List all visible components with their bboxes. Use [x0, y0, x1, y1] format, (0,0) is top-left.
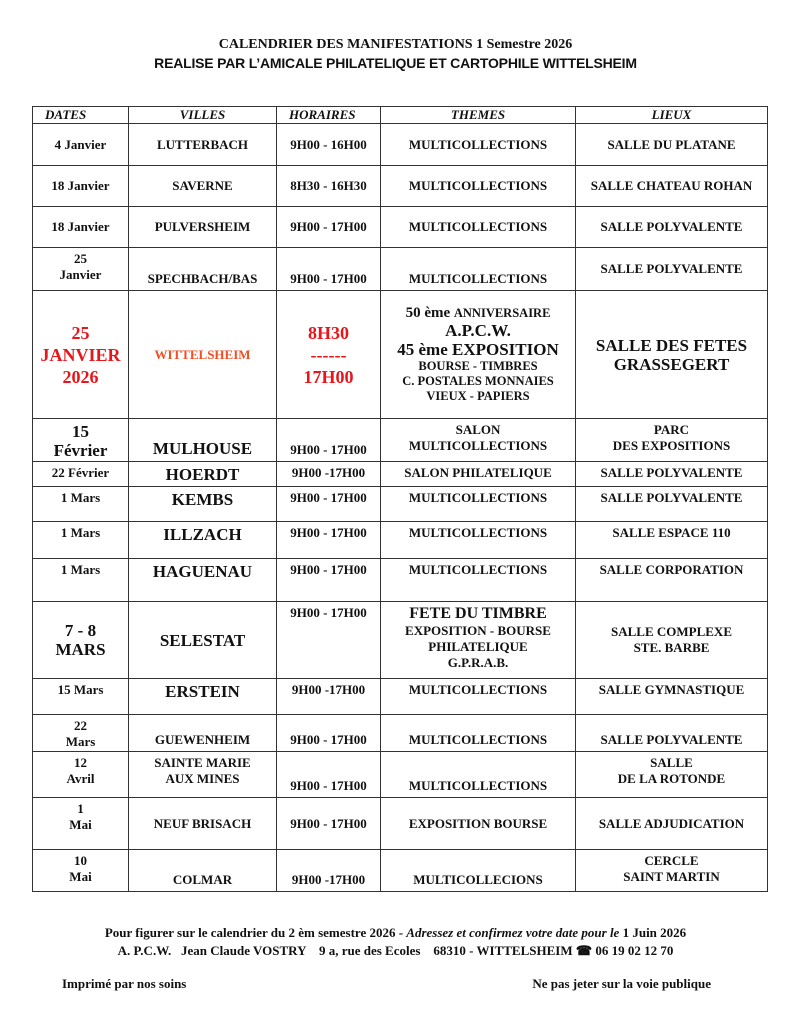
venue-cell: [576, 798, 768, 850]
date-cell-line: 1 Mars: [60, 562, 101, 577]
theme-cell-line: G.P.R.A.B.: [447, 655, 509, 670]
theme-cell-line: SALON PHILATELIQUE: [404, 465, 552, 480]
city-cell: [129, 419, 277, 462]
date-cell-line: Février: [53, 441, 108, 460]
hours-cell-line: 8H30 - 16H30: [290, 178, 367, 193]
hours-cell-line: 9H00 - 17H00: [290, 219, 367, 234]
venue-cell-line: DES EXPOSITIONS: [612, 438, 731, 453]
footer-address: A. P.C.W. Jean Claude VOSTRY 9 a, rue des Ecoles 68310 - WITTELSHEIM: [117, 943, 573, 958]
table-row: [33, 462, 768, 487]
city-cell: [129, 679, 277, 715]
theme-cell: [381, 248, 576, 291]
venue-cell-line: SALLE POLYVALENTE: [600, 465, 743, 480]
city-cell-line: LUTTERBACH: [156, 136, 249, 152]
date-cell-line: 1 Mars: [60, 525, 101, 540]
venue-cell-line: SALLE COMPLEXE: [611, 624, 732, 639]
hours-cell-line: 9H00 - 17H00: [290, 605, 367, 620]
theme-line: VIEUX - PAPIERS: [426, 389, 530, 403]
theme-cell-line: MULTICOLLECTIONS: [408, 525, 548, 540]
hours-cell: [277, 752, 381, 798]
theme-cell-line: MULTICOLLECTIONS: [408, 271, 548, 286]
city-cell-line: WITTELSHEIM: [154, 346, 251, 362]
hours-cell: [277, 679, 381, 715]
document-title: CALENDRIER DES MANIFESTATIONS 1 Semestre 2026: [218, 37, 573, 52]
city-cell: [129, 715, 277, 752]
date-cell: [33, 419, 129, 462]
theme-cell-line: MULTICOLLECTIONS: [408, 219, 548, 234]
city-cell: [129, 207, 277, 248]
date-cell-line: 15: [72, 422, 89, 441]
city-cell-line: NEUF BRISACH: [153, 815, 252, 831]
city-cell: [129, 798, 277, 850]
venue-cell-line: SALLE ADJUDICATION: [598, 815, 745, 831]
table-row: [33, 602, 768, 679]
date-cell: [33, 522, 129, 559]
city-cell-line: COLMAR: [172, 872, 233, 887]
date-cell: [33, 602, 129, 679]
date-cell-line: MARS: [55, 640, 106, 659]
city-cell: [129, 124, 277, 166]
theme-cell: [381, 798, 576, 850]
date-cell-line: 25: [74, 251, 87, 266]
hours-cell-line: 9H00 - 17H00: [290, 442, 367, 457]
hours-cell: [277, 207, 381, 248]
city-cell-line: GUEWENHEIM: [154, 732, 251, 747]
venue-cell-line: SALLE: [650, 755, 693, 770]
table-row: [33, 522, 768, 559]
theme-line: 45 ème EXPOSITION: [397, 340, 559, 359]
column-header-dates: DATES: [33, 107, 129, 124]
hours-cell-line: 9H00 - 17H00: [290, 732, 367, 747]
hours-cell: [277, 522, 381, 559]
city-cell-line: SPECHBACH/BAS: [147, 271, 258, 286]
city-cell-line: SAVERNE: [172, 178, 233, 193]
theme-cell-line: MULTICOLLECTIONS: [408, 778, 548, 793]
date-cell: [33, 679, 129, 715]
theme-cell-line: MULTICOLLECTIONS: [408, 490, 548, 505]
footer-deadline: 1 Juin 2026: [619, 925, 687, 940]
city-cell: [129, 602, 277, 679]
date-cell: [33, 559, 129, 602]
venue-cell-line: PARC: [653, 422, 690, 437]
date-cell-line: 2026: [62, 366, 99, 387]
theme-cell: [381, 679, 576, 715]
table-row: [33, 124, 768, 166]
theme-cell-line: MULTICOLLECTIONS: [408, 136, 548, 152]
date-cell: [33, 752, 129, 798]
date-cell-line: 18 Janvier: [51, 219, 110, 234]
city-cell: [129, 487, 277, 522]
hours-cell: [277, 124, 381, 166]
table-row: [33, 715, 768, 752]
theme-cell: [381, 715, 576, 752]
hours-cell: [277, 559, 381, 602]
city-cell: [129, 166, 277, 207]
date-cell-line: Janvier: [59, 267, 102, 282]
date-cell-line: 25: [71, 322, 90, 343]
venue-cell: [576, 462, 768, 487]
theme-cell: [381, 602, 576, 679]
theme-cell-line: MULTICOLLECTIONS: [408, 682, 548, 697]
hours-cell-line: 9H00 - 17H00: [290, 525, 367, 540]
theme-cell: [381, 487, 576, 522]
table-row: [33, 850, 768, 892]
city-cell-line: ERSTEIN: [165, 682, 240, 701]
venue-cell-line: SAINT MARTIN: [623, 869, 720, 884]
theme-cell: [381, 752, 576, 798]
venue-cell-line: SALLE POLYVALENTE: [600, 219, 743, 234]
table-row: [33, 207, 768, 248]
hours-cell: [277, 798, 381, 850]
hours-cell: [277, 166, 381, 207]
hours-cell: [277, 462, 381, 487]
hours-cell-line: ------: [310, 344, 347, 365]
theme-line: C. POSTALES MONNAIES: [402, 374, 554, 388]
venue-cell: [576, 166, 768, 207]
date-cell-line: Avril: [66, 771, 95, 786]
hours-cell-line: 9H00 - 17H00: [290, 562, 367, 577]
hours-cell: [277, 487, 381, 522]
theme-line-part: 50 ème: [405, 305, 451, 321]
venue-cell: [576, 679, 768, 715]
table-row: [33, 798, 768, 850]
hours-cell: [277, 248, 381, 291]
theme-cell: [381, 291, 576, 419]
city-cell-line: PULVERSHEIM: [154, 219, 251, 234]
hours-cell-line: 9H00 - 17H00: [290, 271, 367, 286]
venue-cell-line: CERCLE: [644, 853, 699, 868]
city-cell-line: KEMBS: [171, 490, 234, 509]
theme-cell-line: EXPOSITION BOURSE: [408, 815, 548, 831]
theme-cell: [381, 166, 576, 207]
theme-line: BOURSE - TIMBRES: [418, 359, 538, 373]
date-cell: [33, 248, 129, 291]
table-row: [33, 487, 768, 522]
column-header-lieux: LIEUX: [576, 107, 768, 124]
theme-cell: [381, 850, 576, 892]
hours-cell-line: 8H30: [307, 322, 349, 343]
venue-cell: [576, 850, 768, 892]
date-cell: [33, 715, 129, 752]
theme-cell-line: MULTICOLLECTIONS: [408, 562, 548, 577]
venue-cell: [576, 715, 768, 752]
theme-line: A.P.C.W.: [445, 321, 511, 340]
theme-cell-line: EXPOSITION - BOURSE: [405, 623, 551, 638]
theme-cell: [381, 419, 576, 462]
hours-cell-line: 9H00 - 17H00: [290, 815, 367, 831]
venue-cell-line: SALLE POLYVALENTE: [600, 732, 743, 747]
hours-cell-line: 9H00 -17H00: [291, 872, 366, 887]
date-cell: [33, 462, 129, 487]
city-cell-line: SELESTAT: [159, 630, 246, 650]
footer-contact: [0, 943, 791, 959]
hours-cell: [277, 419, 381, 462]
footer-phone: 06 19 02 12 70: [595, 943, 674, 958]
theme-cell-line: SALON: [455, 422, 501, 437]
date-cell: [33, 291, 129, 419]
telephone-icon: ☎: [575, 943, 593, 958]
date-cell: [33, 124, 129, 166]
venue-cell: [576, 752, 768, 798]
date-cell-line: 1 Mars: [60, 490, 101, 505]
theme-cell: [381, 124, 576, 166]
venue-cell-line: SALLE CHATEAU ROHAN: [590, 178, 753, 193]
date-cell-line: 18 Janvier: [51, 178, 110, 193]
venue-cell-line: SALLE GYMNASTIQUE: [598, 682, 745, 697]
hours-cell-line: 9H00 - 17H00: [290, 490, 367, 505]
table-row: [33, 291, 768, 419]
city-cell-line: HOERDT: [165, 465, 240, 484]
date-cell-line: 4 Janvier: [54, 136, 107, 152]
venue-cell: [576, 487, 768, 522]
city-cell: [129, 462, 277, 487]
theme-cell-line: MULTICOLLECIONS: [413, 872, 543, 887]
date-cell-line: JANVIER: [40, 344, 121, 365]
date-cell: [33, 207, 129, 248]
events-table: [32, 106, 768, 892]
theme-cell-line: MULTICOLLECTIONS: [408, 732, 548, 747]
venue-cell-line: SALLE ESPACE 110: [612, 525, 731, 540]
footer-notice-italic: Adressez et confirmez votre date pour le: [406, 925, 620, 940]
city-cell: [129, 559, 277, 602]
city-cell-line: AUX MINES: [165, 771, 240, 786]
city-cell: [129, 850, 277, 892]
date-cell-line: Mai: [69, 869, 92, 884]
hours-cell: [277, 715, 381, 752]
venue-cell-line: SALLE DU PLATANE: [607, 136, 736, 152]
date-cell-line: Mars: [65, 734, 96, 749]
date-cell: [33, 487, 129, 522]
no-litter-note: Ne pas jeter sur la voie publique: [532, 976, 711, 991]
venue-cell: [576, 602, 768, 679]
table-header-row: [33, 107, 768, 124]
city-cell: [129, 291, 277, 419]
venue-cell: [576, 559, 768, 602]
theme-cell: [381, 207, 576, 248]
venue-cell-line: SALLE DES FETES: [595, 335, 748, 355]
venue-cell-line: STE. BARBE: [633, 640, 710, 655]
hours-cell-line: 9H00 -17H00: [291, 682, 366, 697]
theme-cell-line: MULTICOLLECTIONS: [408, 178, 548, 193]
venue-cell: [576, 522, 768, 559]
hours-cell-line: 17H00: [303, 366, 354, 387]
date-cell-line: 1: [77, 801, 84, 816]
date-cell: [33, 798, 129, 850]
printed-note: Imprimé par nos soins: [62, 976, 187, 991]
date-cell-line: 12: [74, 755, 87, 770]
date-cell-line: 15 Mars: [57, 682, 104, 697]
city-cell-line: SAINTE MARIE: [154, 755, 251, 770]
city-cell-line: MULHOUSE: [152, 439, 253, 458]
venue-cell: [576, 291, 768, 419]
footer-notice: [0, 925, 791, 941]
theme-line: [383, 305, 573, 322]
date-cell-line: 22 Février: [51, 465, 110, 480]
theme-cell-line: PHILATELIQUE: [428, 639, 528, 654]
venue-cell: [576, 207, 768, 248]
date-cell: [33, 850, 129, 892]
table-row: [33, 559, 768, 602]
date-cell: [33, 166, 129, 207]
column-header-themes: THEMES: [381, 107, 576, 124]
venue-cell: [576, 248, 768, 291]
date-cell-line: Mai: [69, 817, 92, 832]
table-row: [33, 419, 768, 462]
footer-notice-text: Pour figurer sur le calendrier du 2 èm semestre 2026 -: [104, 925, 407, 940]
city-cell-line: ILLZACH: [163, 525, 242, 544]
theme-cell: [381, 522, 576, 559]
table-row: [33, 248, 768, 291]
city-cell: [129, 522, 277, 559]
hours-cell: [277, 291, 381, 419]
hours-cell: [277, 850, 381, 892]
venue-cell-line: SALLE CORPORATION: [599, 562, 744, 577]
venue-cell: [576, 124, 768, 166]
table-row: [33, 752, 768, 798]
table-row: [33, 679, 768, 715]
table-row: [33, 166, 768, 207]
date-cell-line: 22: [74, 718, 87, 733]
date-cell-line: 7 - 8: [64, 621, 97, 640]
hours-cell-line: 9H00 - 17H00: [290, 778, 367, 793]
city-cell-line: HAGUENAU: [152, 562, 253, 581]
hours-cell: [277, 602, 381, 679]
column-header-villes: VILLES: [129, 107, 277, 124]
theme-cell-line: MULTICOLLECTIONS: [408, 438, 548, 453]
theme-cell: [381, 559, 576, 602]
document-subtitle: REALISE PAR L’AMICALE PHILATELIQUE ET CARTOPHILE WITTELSHEIM: [154, 55, 637, 71]
theme-cell-line: FETE DU TIMBRE: [409, 605, 547, 622]
date-cell-line: 10: [74, 853, 87, 868]
venue-cell-line: SALLE POLYVALENTE: [600, 490, 743, 505]
city-cell: [129, 752, 277, 798]
hours-cell-line: 9H00 -17H00: [291, 465, 366, 480]
theme-cell: [381, 462, 576, 487]
theme-line-part: ANNIVERSAIRE: [453, 306, 551, 320]
venue-cell-line: GRASSEGERT: [613, 354, 730, 374]
city-cell: [129, 248, 277, 291]
venue-cell: [576, 419, 768, 462]
column-header-horaires: HORAIRES: [277, 107, 381, 124]
hours-cell-line: 9H00 - 16H00: [290, 136, 367, 152]
venue-cell-line: SALLE POLYVALENTE: [600, 261, 743, 276]
venue-cell-line: DE LA ROTONDE: [617, 771, 726, 786]
